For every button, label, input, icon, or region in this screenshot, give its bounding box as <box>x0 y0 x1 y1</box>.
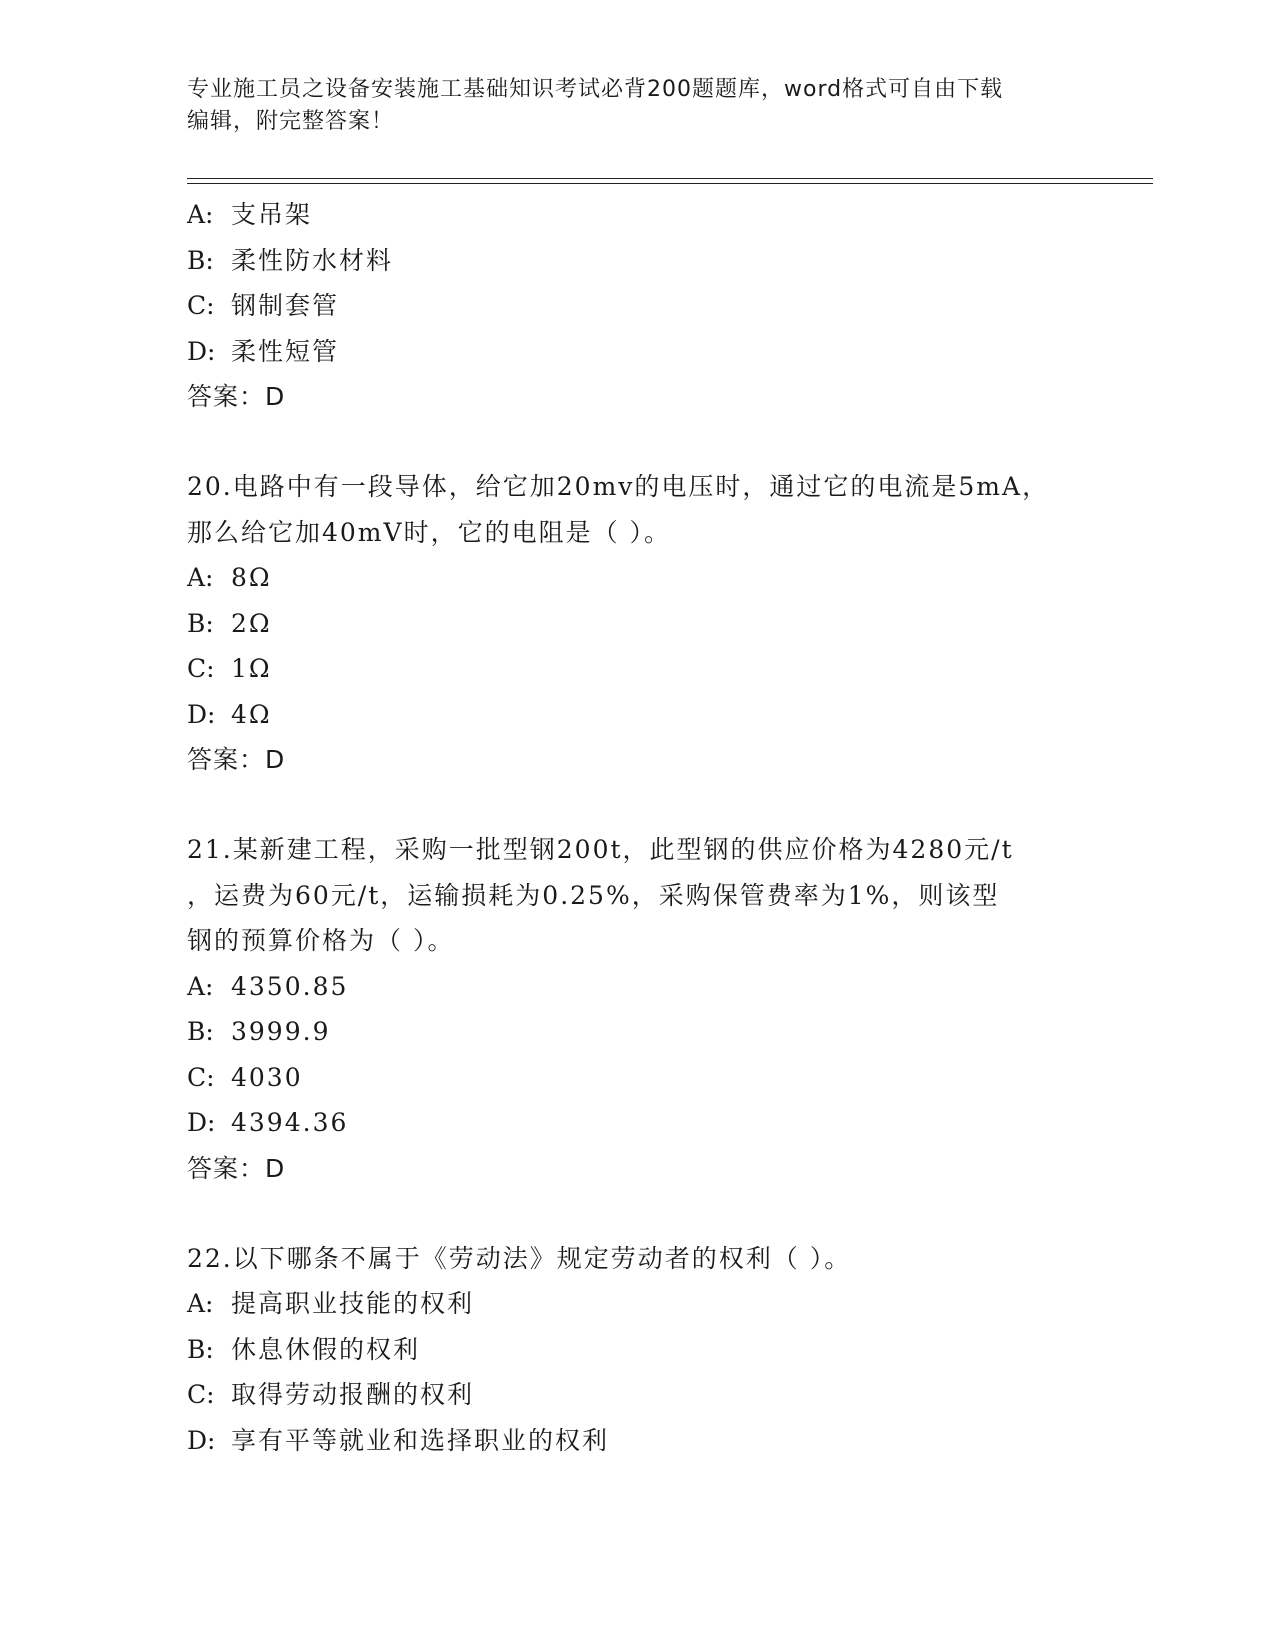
header-rule-bottom <box>187 183 1153 184</box>
option-d <box>187 1100 1087 1146</box>
question-line: ，运费为60元/t，运输损耗为0.25%，采购保管费率为1%，则该型 <box>187 880 1000 910</box>
document-header <box>187 74 1087 138</box>
option-a <box>187 964 1087 1010</box>
option-c <box>187 1055 1087 1101</box>
option-d <box>187 692 1087 738</box>
question-22 <box>187 1236 1087 1464</box>
question-stem <box>187 464 1067 555</box>
option-text: 4394.36 <box>231 1108 349 1137</box>
question-line: 22.以下哪条不属于《劳动法》规定劳动者的权利（ ）。 <box>187 1243 852 1273</box>
option-text: 4350.85 <box>231 971 349 1001</box>
question-line: 21.某新建工程，采购一批型钢200t，此型钢的供应价格为4280元/t <box>187 835 1014 864</box>
option-a <box>187 555 1087 601</box>
option-key: D: <box>187 1425 216 1455</box>
question-21 <box>187 827 1087 1191</box>
header-line-1: 专业施工员之设备安装施工基础知识考试必背200题题库，word格式可自由下载 <box>187 77 1004 102</box>
option-text: 2Ω <box>231 608 272 638</box>
question-19 <box>187 192 1087 419</box>
option-text: 享有平等就业和选择职业的权利 <box>231 1425 610 1455</box>
option-key: A: <box>187 200 214 229</box>
option-key: B: <box>187 1017 214 1046</box>
option-a <box>187 192 1087 238</box>
option-text: 支吊架 <box>231 200 313 229</box>
option-key: C: <box>187 291 215 320</box>
option-key: D: <box>187 336 216 366</box>
option-text: 休息休假的权利 <box>231 1334 421 1364</box>
option-text: 提高职业技能的权利 <box>231 1289 475 1318</box>
question-line: 20.电路中有一段导体，给它加20mv的电压时，通过它的电流是5mA， <box>187 472 1050 501</box>
option-d <box>187 1418 1087 1464</box>
option-c <box>187 1372 1087 1418</box>
option-text: 柔性短管 <box>231 336 340 366</box>
option-key: B: <box>187 1334 214 1364</box>
option-text: 柔性防水材料 <box>231 245 394 275</box>
question-line: 那么给它加40mV时，它的电阻是（ ）。 <box>187 517 672 547</box>
answer: 答案：D <box>187 382 286 411</box>
document-body <box>187 192 1087 1463</box>
option-key: B: <box>187 245 214 275</box>
option-key: D: <box>187 1108 216 1137</box>
option-b <box>187 1009 1087 1055</box>
question-stem <box>187 1236 1067 1282</box>
option-key: A: <box>187 563 214 592</box>
answer: 答案：D <box>187 745 286 774</box>
header-line-2: 编辑，附完整答案！ <box>187 109 395 134</box>
option-key: A: <box>187 971 214 1001</box>
option-c <box>187 283 1087 329</box>
option-key: B: <box>187 608 214 638</box>
option-text: 3999.9 <box>231 1017 331 1046</box>
option-b <box>187 238 1087 284</box>
question-line: 钢的预算价格为（ ）。 <box>187 926 455 955</box>
question-stem <box>187 827 1067 964</box>
answer: 答案：D <box>187 1153 286 1183</box>
option-key: C: <box>187 654 215 683</box>
option-b <box>187 601 1087 647</box>
option-key: A: <box>187 1289 214 1318</box>
option-key: C: <box>187 1380 215 1409</box>
option-text: 4030 <box>231 1062 303 1092</box>
option-c <box>187 646 1087 692</box>
header-rule-top <box>187 178 1153 179</box>
option-d <box>187 329 1087 375</box>
option-b <box>187 1327 1087 1373</box>
option-text: 1Ω <box>231 654 272 683</box>
question-20 <box>187 464 1087 782</box>
option-text: 钢制套管 <box>231 291 340 320</box>
option-a <box>187 1281 1087 1327</box>
option-key: D: <box>187 699 216 729</box>
option-text: 取得劳动报酬的权利 <box>231 1380 475 1409</box>
option-key: C: <box>187 1062 215 1092</box>
option-text: 8Ω <box>231 563 272 592</box>
option-text: 4Ω <box>231 699 272 729</box>
